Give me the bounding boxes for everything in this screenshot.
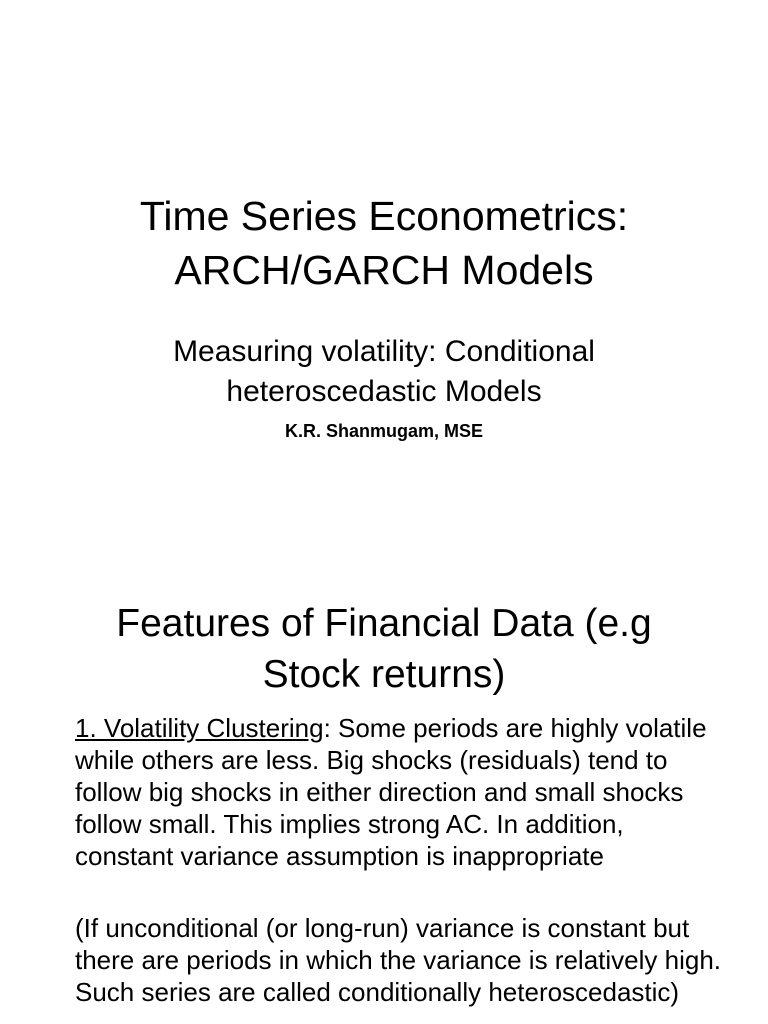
volatility-clustering-description: : Some periods are highly volatile while others are less. Big shocks (residuals) tend to follow big shocks in either direction and small shocks follow small. This implies strong AC. In addition, constant variance assumption is inappropriate xyxy=(75,713,707,871)
slide-subtitle-line-2: heteroscedastic Models xyxy=(226,375,542,408)
volatility-clustering-term: 1. Volatility Clustering xyxy=(75,713,324,743)
slide-heading-line-2: Stock returns) xyxy=(262,653,506,696)
volatility-clustering-paragraph xyxy=(75,712,725,872)
slide-title-line-2: ARCH/GARCH Models xyxy=(174,247,594,293)
author-credit: K.R. Shanmugam, MSE xyxy=(284,421,484,441)
slide-heading-line-1: Features of Financial Data (e.g xyxy=(116,602,652,645)
slide-title-line-1: Time Series Econometrics: xyxy=(139,193,629,239)
slide-subtitle-line-1: Measuring volatility: Conditional xyxy=(173,335,595,368)
features-slide xyxy=(0,512,768,1024)
conditional-heteroscedasticity-paragraph: (If unconditional (or long-run) variance is constant but there are periods in which the variance is relatively high. Such series are called conditionally heteroscedastic) xyxy=(75,913,722,1007)
